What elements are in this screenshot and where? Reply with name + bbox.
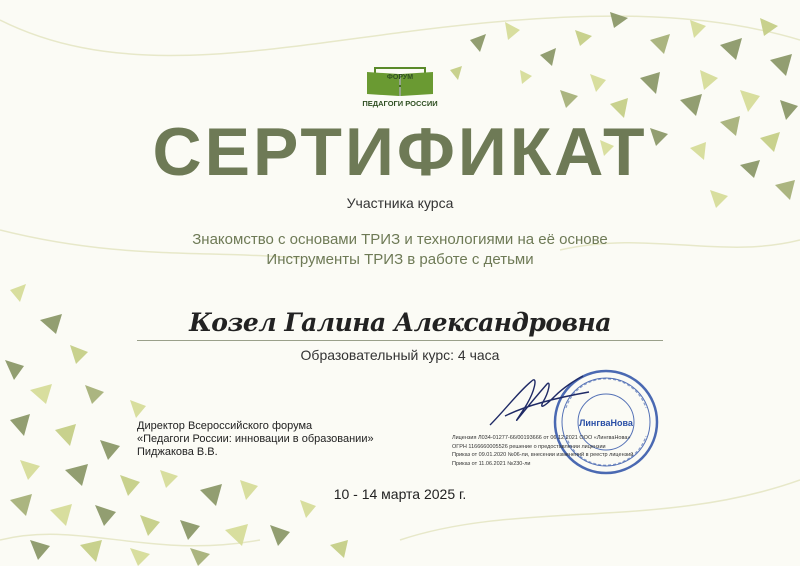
license-line-4: Приказ от 11.06.2021 №230-ли bbox=[452, 460, 531, 467]
certificate-title: СЕРТИФИКАТ bbox=[152, 114, 648, 190]
certificate-subtitle: Участника курса bbox=[346, 195, 454, 211]
director-name: Пиджакова В.В. bbox=[137, 446, 218, 458]
license-line-3: Приказ от 09.01.2020 №06-ли, внесении изменений в реестр лицензий bbox=[452, 452, 634, 458]
recipient-name: Козел Галина Александровна bbox=[189, 308, 611, 337]
course-title bbox=[0, 230, 800, 270]
logo-top-text: ФОРУМ bbox=[386, 74, 414, 81]
logo-bottom-text: ПЕДАГОГИ РОССИИ bbox=[362, 99, 438, 108]
director-block bbox=[137, 420, 374, 459]
license-info bbox=[452, 434, 633, 468]
course-line-2: Инструменты ТРИЗ в работе с детьми bbox=[266, 251, 534, 268]
course-dates: 10 - 14 марта 2025 г. bbox=[333, 486, 467, 502]
course-line-1: Знакомство с основами ТРИЗ и технологиями на её основе bbox=[192, 231, 608, 248]
name-underline bbox=[137, 340, 663, 341]
seal-text: ЛингваНова bbox=[579, 418, 633, 428]
course-hours: Образовательный курс: 4 часа bbox=[300, 347, 500, 363]
license-line-2: ОГРН 1166660005526 решение о предоставлении лицензии bbox=[452, 443, 606, 450]
license-line-1: Лицензия Л034-01277-66/00193666 от 06.12.2021 ООО «ЛингваНова» bbox=[452, 435, 631, 441]
director-title: Директор Всероссийского форума bbox=[137, 420, 313, 432]
director-signature bbox=[485, 370, 595, 432]
forum-logo bbox=[355, 66, 445, 114]
director-organization: «Педагоги России: инновации в образовании» bbox=[137, 433, 374, 445]
